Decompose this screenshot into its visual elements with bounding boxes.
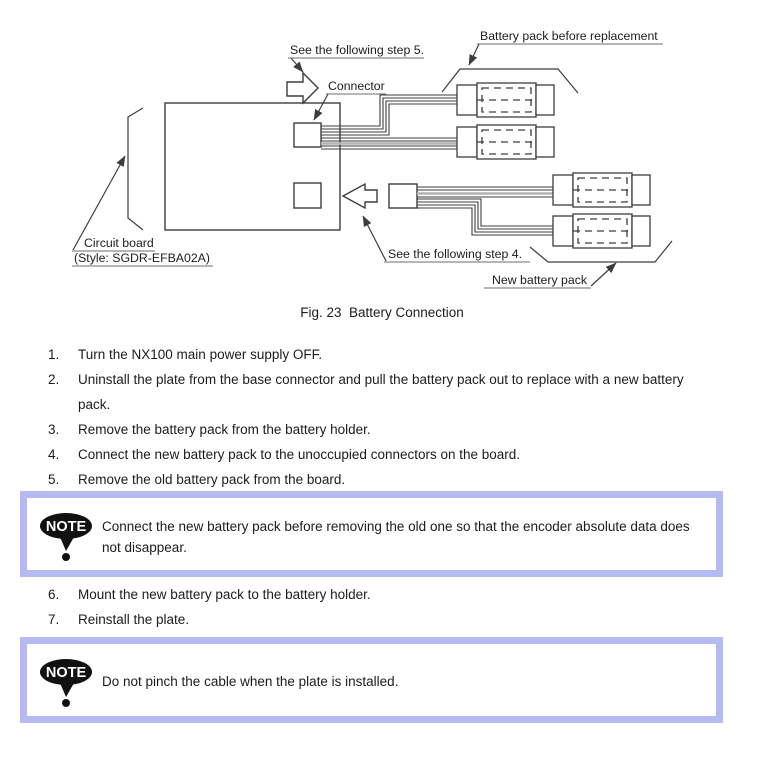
list-item bbox=[0, 467, 764, 492]
leader-step4 bbox=[363, 216, 386, 261]
list-item bbox=[0, 607, 764, 632]
step-number: 5. bbox=[48, 472, 60, 487]
battery-pack-old-1 bbox=[457, 83, 554, 117]
step-number: 2. bbox=[48, 372, 60, 387]
svg-text:NOTE: NOTE bbox=[45, 665, 87, 681]
step-text: Uninstall the plate from the base connector and pull the battery pack out to replace with a new battery pack. bbox=[78, 372, 684, 412]
note-bubble-icon bbox=[36, 658, 96, 710]
battery-connection-diagram bbox=[0, 0, 764, 338]
figure-caption: Fig. 23 Battery Connection bbox=[300, 305, 464, 320]
wire-bundle-to-pack1 bbox=[321, 95, 457, 135]
note-text: Connect the new battery pack before removing the old one so that the encoder absolute data does not disappear. bbox=[102, 519, 690, 555]
list-item bbox=[0, 442, 764, 467]
battery-pack-old-2 bbox=[457, 125, 554, 159]
note-callout-1 bbox=[20, 491, 723, 577]
connector-square-empty bbox=[294, 183, 321, 208]
label-new-battery: New battery pack bbox=[492, 273, 588, 287]
label-step4: See the following step 4. bbox=[388, 247, 522, 261]
leader-new-battery bbox=[591, 263, 616, 286]
label-step5: See the following step 5. bbox=[290, 43, 424, 57]
note-bubble-icon bbox=[36, 512, 96, 564]
wire-bundle-to-pack3 bbox=[417, 187, 553, 197]
step-text: Connect the new battery pack to the unoccupied connectors on the board. bbox=[78, 447, 521, 462]
connector-square-occupied bbox=[294, 123, 321, 147]
step-number: 4. bbox=[48, 447, 60, 462]
step-text: Reinstall the plate. bbox=[78, 612, 190, 627]
callout-bracket-circuit-board bbox=[128, 108, 143, 230]
block-arrow-right-icon bbox=[287, 73, 318, 103]
list-item bbox=[0, 417, 764, 442]
step-text: Remove the old battery pack from the board. bbox=[78, 472, 346, 487]
battery-pack-new-2 bbox=[553, 214, 650, 248]
steps-list-1 bbox=[0, 342, 764, 492]
step-number: 6. bbox=[48, 587, 60, 602]
leader-battery-before bbox=[469, 44, 479, 65]
step-number: 1. bbox=[48, 347, 60, 362]
svg-text:NOTE: NOTE bbox=[45, 519, 87, 535]
label-circuit-board: Circuit board bbox=[84, 236, 154, 250]
leader-step5 bbox=[291, 58, 303, 72]
list-item bbox=[0, 582, 764, 607]
label-battery-before: Battery pack before replacement bbox=[480, 29, 658, 43]
list-item bbox=[0, 367, 764, 417]
step-text: Remove the battery pack from the battery holder. bbox=[78, 422, 371, 437]
list-item bbox=[0, 342, 764, 367]
circuit-board-rect bbox=[165, 103, 340, 230]
wire-bundle-to-pack4 bbox=[417, 199, 553, 235]
steps-list-2 bbox=[0, 582, 764, 632]
label-circuit-board-style: (Style: SGDR-EFBA02A) bbox=[74, 251, 210, 265]
note-text: Do not pinch the cable when the plate is installed. bbox=[102, 674, 399, 689]
step-number: 7. bbox=[48, 612, 60, 627]
block-arrow-left-icon bbox=[343, 184, 377, 208]
label-connector: Connector bbox=[328, 79, 385, 93]
wire-bundle-to-pack2 bbox=[321, 138, 457, 149]
step-text: Turn the NX100 main power supply OFF. bbox=[78, 347, 323, 362]
step-text: Mount the new battery pack to the battery holder. bbox=[78, 587, 371, 602]
step-number: 3. bbox=[48, 422, 60, 437]
connector-square-new-pack bbox=[389, 184, 417, 208]
note-callout-2 bbox=[20, 637, 723, 723]
battery-pack-new-1 bbox=[553, 173, 650, 207]
